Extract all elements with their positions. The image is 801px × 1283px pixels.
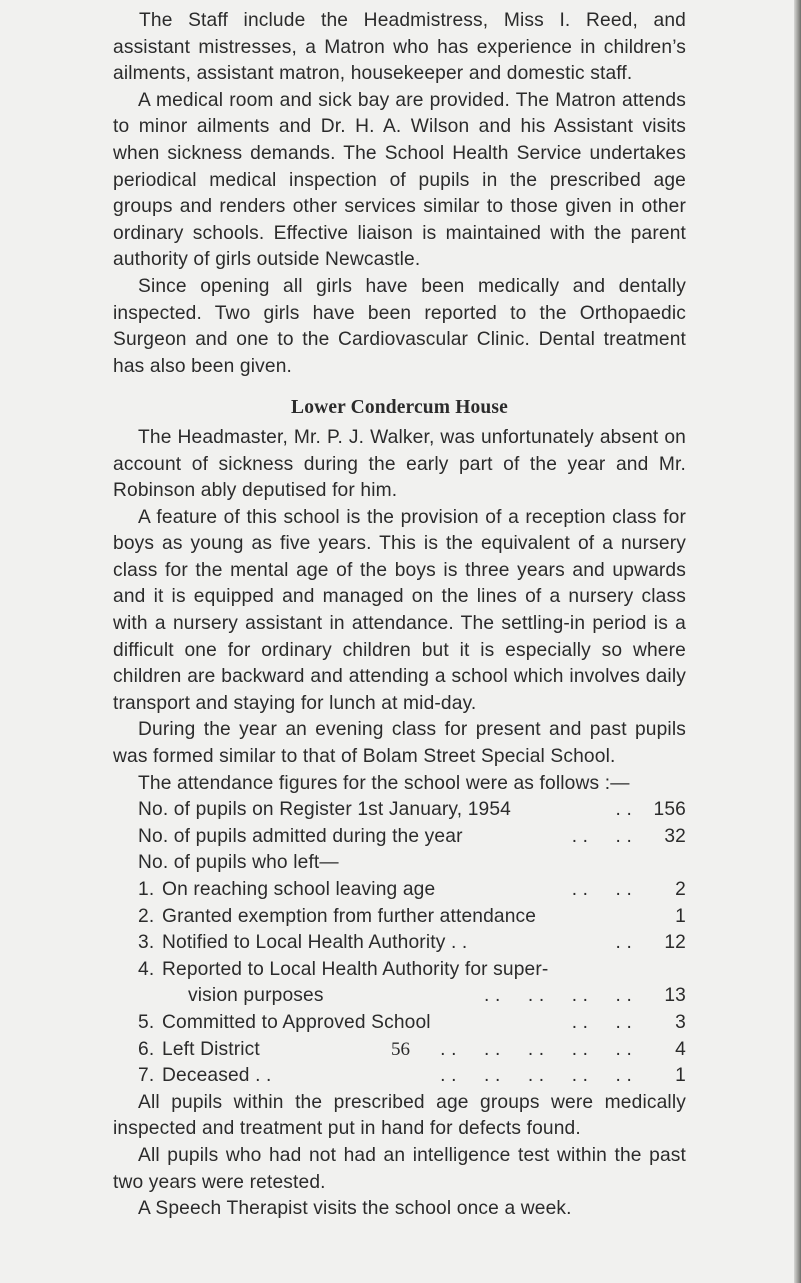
attendance-row-register	[113, 797, 686, 824]
left-item-number: 1.	[138, 879, 155, 900]
left-item-value: 13	[664, 985, 686, 1007]
left-item-label: Deceased . .	[162, 1065, 272, 1087]
left-item-value: 4	[675, 1038, 686, 1060]
left-item-number: 7.	[138, 1065, 155, 1087]
left-item-row	[113, 983, 686, 1010]
paragraph-reception-class: A feature of this school is the provision of a reception class for boys as young as five years. This is the equivalent of a nursery class for the mental age of the boys is three years and upwards and it is equipped and managed on the lines of a nursery class with a nursery assistant in attendance. The settling-in period is a difficult one for ordinary children but it is especially so where children are backward and attending a school which involves daily transport and staying for lunch at mid-day.	[113, 506, 686, 714]
left-item-row	[113, 877, 686, 904]
left-item-label: Committed to Approved School	[162, 1011, 431, 1033]
left-item-label: Granted exemption from further attendance	[162, 905, 537, 927]
leader-dots: . . . .	[571, 825, 632, 847]
attendance-row-admitted	[113, 824, 686, 851]
left-item-number: 6.	[138, 1038, 155, 1060]
left-item-value: 1	[675, 1065, 686, 1087]
left-item-value: 12	[664, 932, 686, 954]
paragraph-attendance-intro: The attendance figures for the school were as follows :—	[138, 772, 630, 794]
left-item-value: 3	[675, 1011, 686, 1033]
leader-dots: . . . . . . . . . .	[440, 1038, 632, 1060]
leader-dots: . . . . . . . .	[484, 985, 632, 1007]
attendance-row-left-heading	[113, 850, 686, 877]
left-item-value: 1	[675, 905, 686, 927]
left-item-label: Reported to Local Health Authority for super-	[162, 958, 549, 980]
leader-dots: . . . . . . . . . .	[440, 1065, 632, 1087]
left-item-number: 4.	[138, 958, 155, 980]
paragraph-speech-therapist: A Speech Therapist visits the school once a week.	[138, 1198, 572, 1220]
leader-dots: . . . .	[571, 1011, 632, 1033]
paragraph-inspection: Since opening all girls have been medically and dentally inspected. Two girls have been reported to the Orthopaedic Surgeon and one to the Cardiovascular Clinic. Dental treatment has also been given.	[113, 275, 686, 377]
section-heading: Lower Condercum House	[291, 397, 508, 419]
attendance-label: No. of pupils on Register 1st January, 1954	[138, 799, 511, 821]
left-item-row	[113, 930, 686, 957]
leader-dots: . .	[615, 799, 632, 821]
attendance-label: No. of pupils admitted during the year	[138, 825, 463, 847]
leader-dots: . . . .	[571, 879, 632, 900]
left-item-value: 2	[675, 879, 686, 900]
leader-dots: . .	[615, 932, 632, 954]
page-edge-shadow	[794, 0, 801, 1283]
left-item-label: Left District	[162, 1038, 260, 1060]
paragraph-medical-room: A medical room and sick bay are provided. The Matron attends to minor ailments and Dr. H. A. Wilson and his Assistant visits when sickness demands. The School Health Service undertakes periodical medical inspection of pupils in the prescribed age groups and renders other services similar to those given in other ordinary schools. Effective liaison is maintained with the parent authority of girls outside Newcastle.	[113, 89, 686, 271]
page-number: 56	[391, 1039, 410, 1060]
attendance-value: 156	[653, 799, 686, 821]
left-item-number: 2.	[138, 905, 155, 927]
paragraph-intelligence-test: All pupils who had not had an intelligence test within the past two years were retested.	[113, 1144, 686, 1193]
left-item-label: Notified to Local Health Authority . .	[162, 932, 468, 954]
left-item-label: On reaching school leaving age	[162, 879, 436, 900]
attendance-value: 32	[664, 825, 686, 847]
left-item-number: 5.	[138, 1011, 155, 1033]
left-item-row	[113, 1010, 686, 1037]
paragraph-staff: The Staff include the Headmistress, Miss I. Reed, and assistant mistresses, a Matron who has experience in children’s ailments, assistant matron, housekeeper and domestic staff.	[113, 10, 686, 85]
left-item-row	[113, 957, 686, 984]
left-item-row	[113, 1063, 686, 1090]
left-item-row	[113, 904, 686, 931]
paragraph-evening-class: During the year an evening class for present and past pupils was formed similar to that of Bolam Street Special School.	[113, 719, 686, 768]
left-item-number: 3.	[138, 932, 155, 954]
left-item-label: vision purposes	[188, 985, 324, 1007]
paragraph-medical-inspection: All pupils within the prescribed age groups were medically inspected and treatment put in hand for defects found.	[113, 1091, 686, 1140]
paragraph-headmaster: The Headmaster, Mr. P. J. Walker, was unfortunately absent on account of sickness during the early part of the year and Mr. Robinson ably deputised for him.	[113, 426, 686, 502]
attendance-label: No. of pupils who left—	[138, 852, 339, 874]
